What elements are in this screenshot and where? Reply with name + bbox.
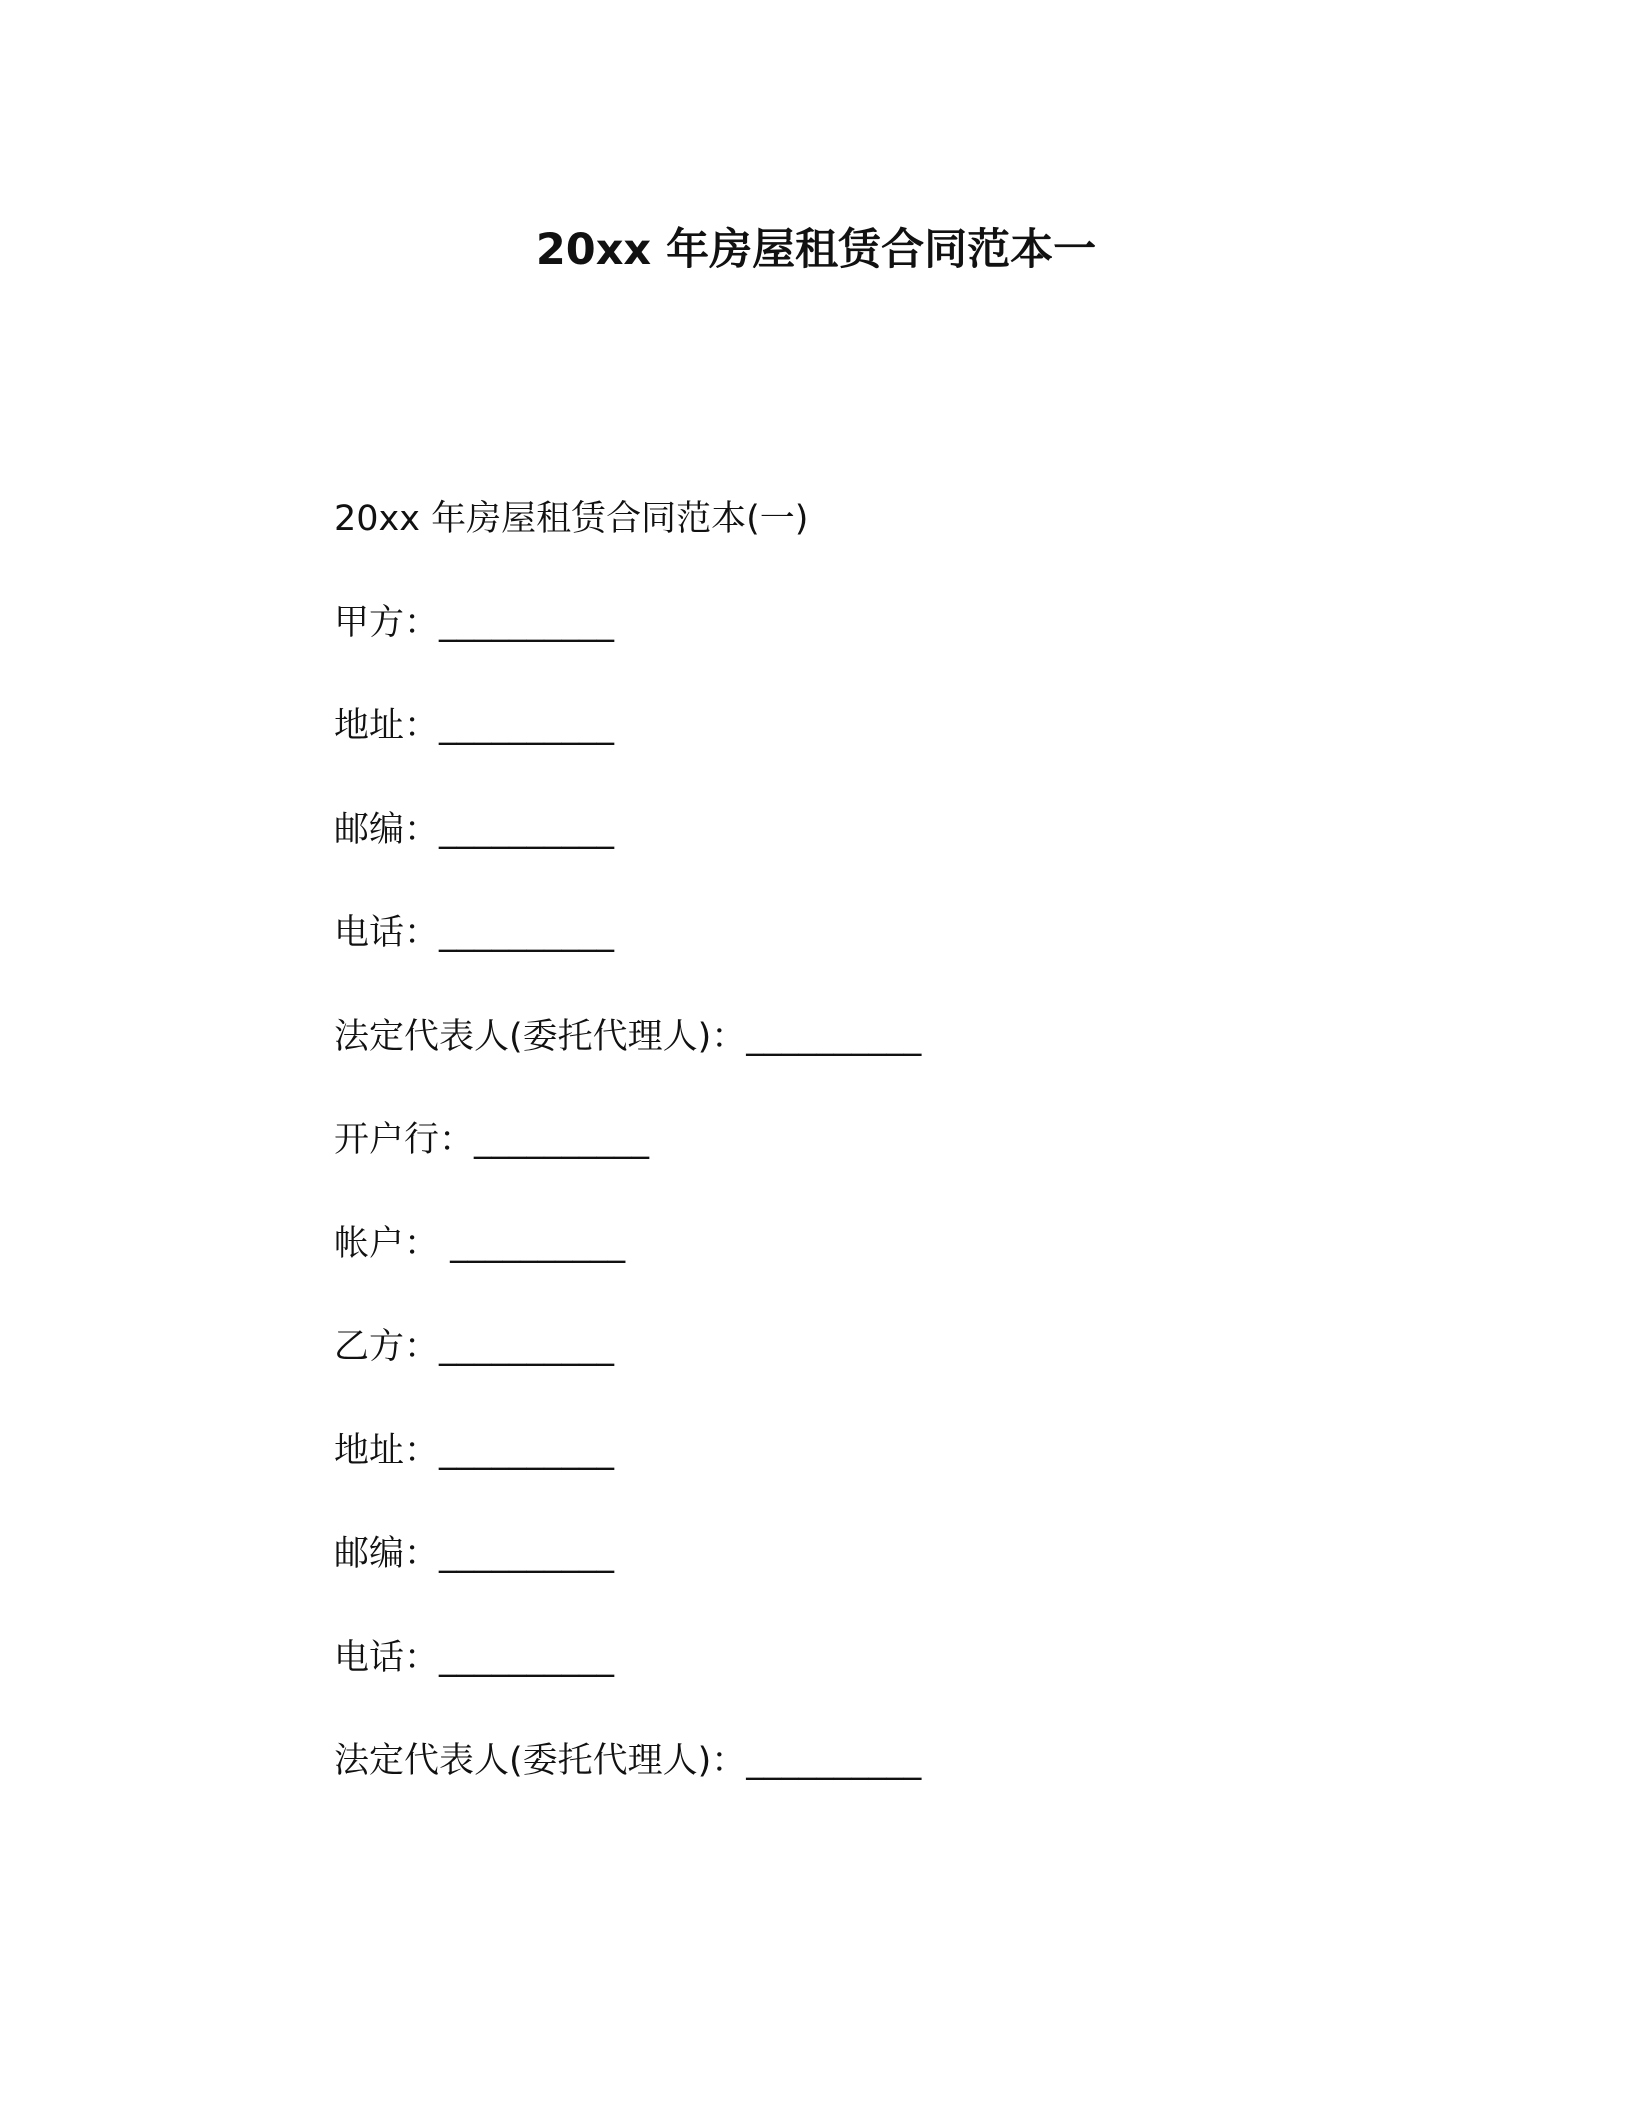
party-b-address-line: 地址：__________ [334, 1430, 615, 1471]
party-a-line: 甲方：__________ [334, 602, 615, 643]
party-b-phone-line: 电话：__________ [334, 1637, 615, 1678]
subtitle-line: 20xx 年房屋租赁合同范本(一) [334, 499, 809, 539]
party-a-legal-rep-line: 法定代表人(委托代理人)：__________ [334, 1016, 922, 1057]
party-a-address-line: 地址：__________ [334, 706, 615, 746]
party-b-postcode-line: 邮编：__________ [334, 1534, 615, 1574]
party-a-postcode-line: 邮编：__________ [334, 809, 615, 850]
document-title: 20xx 年房屋租赁合同范本一 [535, 225, 1097, 275]
document-body [334, 494, 1534, 1840]
party-b-line: 乙方：__________ [334, 1327, 615, 1367]
party-a-bank-line: 开户行：__________ [334, 1120, 650, 1160]
party-b-legal-rep-line: 法定代表人(委托代理人)：__________ [334, 1741, 922, 1781]
party-a-account-line: 帐户： __________ [334, 1223, 626, 1264]
party-a-phone-line: 电话：__________ [334, 913, 615, 953]
